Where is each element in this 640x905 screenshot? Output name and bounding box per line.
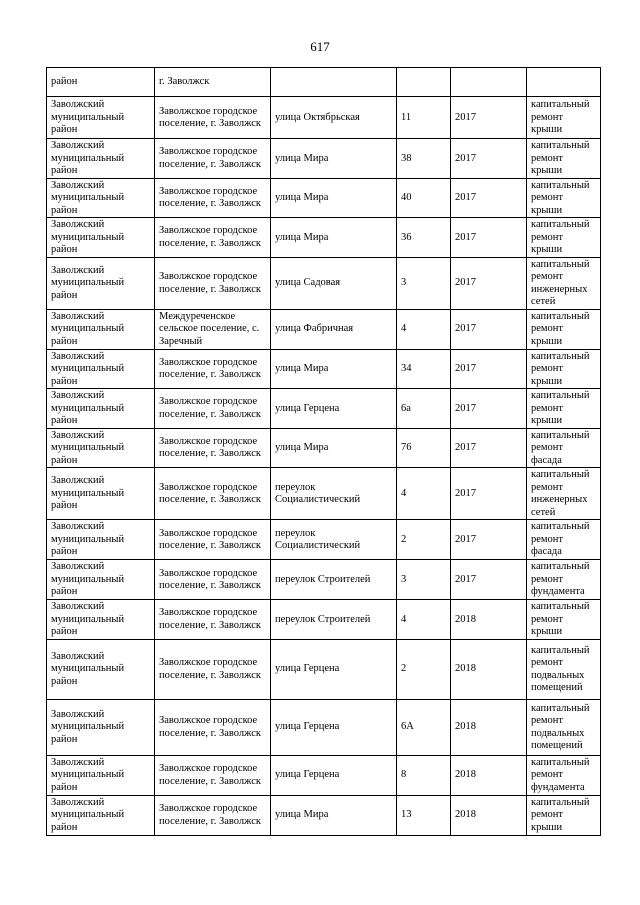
settlement-cell: Заволжское городское поселение, г. Заволжск	[155, 560, 271, 600]
work-cell: капитальный ремонт крыши	[527, 600, 601, 640]
house-cell: 13	[397, 795, 451, 835]
settlement-cell: Заволжское городское поселение, г. Заволжск	[155, 139, 271, 179]
year-cell: 2018	[451, 699, 527, 755]
year-cell: 2018	[451, 795, 527, 835]
work-cell: капитальный ремонт фундамента	[527, 755, 601, 795]
year-cell: 2017	[451, 428, 527, 468]
district-cell: Заволжский муниципальный район	[47, 257, 155, 309]
table-row	[47, 349, 601, 389]
work-cell: капитальный ремонт фундамента	[527, 560, 601, 600]
table-row	[47, 257, 601, 309]
settlement-cell: Заволжское городское поселение, г. Заволжск	[155, 349, 271, 389]
house-cell: 2	[397, 639, 451, 699]
table-row	[47, 699, 601, 755]
house-cell	[397, 68, 451, 97]
street-cell: улица Герцена	[271, 389, 397, 429]
settlement-cell: Заволжское городское поселение, г. Заволжск	[155, 520, 271, 560]
house-cell: 3	[397, 560, 451, 600]
district-cell: Заволжский муниципальный район	[47, 428, 155, 468]
page-number: 617	[310, 39, 330, 54]
street-cell: улица Мира	[271, 139, 397, 179]
year-cell: 2017	[451, 178, 527, 218]
work-cell: капитальный ремонт инженерных сетей	[527, 468, 601, 520]
table-row	[47, 755, 601, 795]
street-cell: переулок Строителей	[271, 560, 397, 600]
settlement-cell: Заволжское городское поселение, г. Заволжск	[155, 389, 271, 429]
house-cell: 8	[397, 755, 451, 795]
street-cell: улица Октябрьская	[271, 97, 397, 139]
street-cell: улица Мира	[271, 218, 397, 258]
street-cell: улица Мира	[271, 349, 397, 389]
table-row	[47, 97, 601, 139]
district-cell: Заволжский муниципальный район	[47, 389, 155, 429]
table-row	[47, 560, 601, 600]
house-cell: 6А	[397, 699, 451, 755]
table-row	[47, 309, 601, 349]
street-cell: улица Мира	[271, 795, 397, 835]
work-cell: капитальный ремонт подвальных помещений	[527, 699, 601, 755]
table-row	[47, 428, 601, 468]
repair-registry-table	[46, 67, 601, 836]
work-cell: капитальный ремонт крыши	[527, 139, 601, 179]
work-cell: капитальный ремонт подвальных помещений	[527, 639, 601, 699]
street-cell: улица Садовая	[271, 257, 397, 309]
year-cell: 2017	[451, 560, 527, 600]
year-cell: 2017	[451, 389, 527, 429]
house-cell: 4	[397, 468, 451, 520]
district-cell: район	[47, 68, 155, 97]
year-cell: 2017	[451, 218, 527, 258]
district-cell: Заволжский муниципальный район	[47, 139, 155, 179]
year-cell: 2018	[451, 639, 527, 699]
street-cell: улица Мира	[271, 428, 397, 468]
settlement-cell: Заволжское городское поселение, г. Заволжск	[155, 468, 271, 520]
table-row	[47, 795, 601, 835]
district-cell: Заволжский муниципальный район	[47, 178, 155, 218]
work-cell	[527, 68, 601, 97]
year-cell: 2018	[451, 600, 527, 640]
street-cell: переулок Строителей	[271, 600, 397, 640]
district-cell: Заволжский муниципальный район	[47, 349, 155, 389]
street-cell: улица Фабричная	[271, 309, 397, 349]
year-cell: 2017	[451, 349, 527, 389]
table-row	[47, 468, 601, 520]
house-cell: 2	[397, 520, 451, 560]
table-row	[47, 178, 601, 218]
street-cell: улица Герцена	[271, 639, 397, 699]
street-cell: улица Герцена	[271, 699, 397, 755]
settlement-cell: Заволжское городское поселение, г. Заволжск	[155, 699, 271, 755]
house-cell: 38	[397, 139, 451, 179]
street-cell: улица Мира	[271, 178, 397, 218]
settlement-cell: Заволжское городское поселение, г. Заволжск	[155, 795, 271, 835]
district-cell: Заволжский муниципальный район	[47, 468, 155, 520]
year-cell: 2017	[451, 257, 527, 309]
table-row	[47, 520, 601, 560]
settlement-cell: Заволжское городское поселение, г. Заволжск	[155, 257, 271, 309]
district-cell: Заволжский муниципальный район	[47, 309, 155, 349]
settlement-cell: Заволжское городское поселение, г. Заволжск	[155, 428, 271, 468]
house-cell: 4	[397, 309, 451, 349]
year-cell: 2017	[451, 520, 527, 560]
house-cell: 6а	[397, 389, 451, 429]
work-cell: капитальный ремонт крыши	[527, 795, 601, 835]
district-cell: Заволжский муниципальный район	[47, 795, 155, 835]
house-cell: 40	[397, 178, 451, 218]
house-cell: 34	[397, 349, 451, 389]
year-cell: 2017	[451, 468, 527, 520]
district-cell: Заволжский муниципальный район	[47, 520, 155, 560]
street-cell: улица Герцена	[271, 755, 397, 795]
table-row	[47, 389, 601, 429]
year-cell: 2017	[451, 97, 527, 139]
work-cell: капитальный ремонт крыши	[527, 97, 601, 139]
district-cell: Заволжский муниципальный район	[47, 755, 155, 795]
district-cell: Заволжский муниципальный район	[47, 97, 155, 139]
house-cell: 3	[397, 257, 451, 309]
table-row	[47, 139, 601, 179]
table-row	[47, 639, 601, 699]
house-cell: 36	[397, 218, 451, 258]
work-cell: капитальный ремонт крыши	[527, 178, 601, 218]
work-cell: капитальный ремонт крыши	[527, 218, 601, 258]
work-cell: капитальный ремонт крыши	[527, 309, 601, 349]
district-cell: Заволжский муниципальный район	[47, 639, 155, 699]
district-cell: Заволжский муниципальный район	[47, 699, 155, 755]
settlement-cell: Заволжское городское поселение, г. Заволжск	[155, 639, 271, 699]
table-row	[47, 218, 601, 258]
house-cell: 11	[397, 97, 451, 139]
settlement-cell: Заволжское городское поселение, г. Заволжск	[155, 97, 271, 139]
street-cell: переулок Социалистический	[271, 520, 397, 560]
table-row-continued	[47, 68, 601, 97]
district-cell: Заволжский муниципальный район	[47, 560, 155, 600]
settlement-cell: Заволжское городское поселение, г. Заволжск	[155, 178, 271, 218]
settlement-cell: г. Заволжск	[155, 68, 271, 97]
settlement-cell: Междуреченское сельское поселение, с. Заречный	[155, 309, 271, 349]
work-cell: капитальный ремонт инженерных сетей	[527, 257, 601, 309]
settlement-cell: Заволжское городское поселение, г. Заволжск	[155, 600, 271, 640]
work-cell: капитальный ремонт фасада	[527, 428, 601, 468]
district-cell: Заволжский муниципальный район	[47, 600, 155, 640]
work-cell: капитальный ремонт фасада	[527, 520, 601, 560]
table-body	[47, 68, 601, 836]
work-cell: капитальный ремонт крыши	[527, 389, 601, 429]
year-cell: 2017	[451, 309, 527, 349]
district-cell: Заволжский муниципальный район	[47, 218, 155, 258]
year-cell: 2018	[451, 755, 527, 795]
house-cell: 4	[397, 600, 451, 640]
settlement-cell: Заволжское городское поселение, г. Заволжск	[155, 755, 271, 795]
house-cell: 76	[397, 428, 451, 468]
street-cell	[271, 68, 397, 97]
street-cell: переулок Социалистический	[271, 468, 397, 520]
year-cell	[451, 68, 527, 97]
settlement-cell: Заволжское городское поселение, г. Заволжск	[155, 218, 271, 258]
table-row	[47, 600, 601, 640]
work-cell: капитальный ремонт крыши	[527, 349, 601, 389]
year-cell: 2017	[451, 139, 527, 179]
